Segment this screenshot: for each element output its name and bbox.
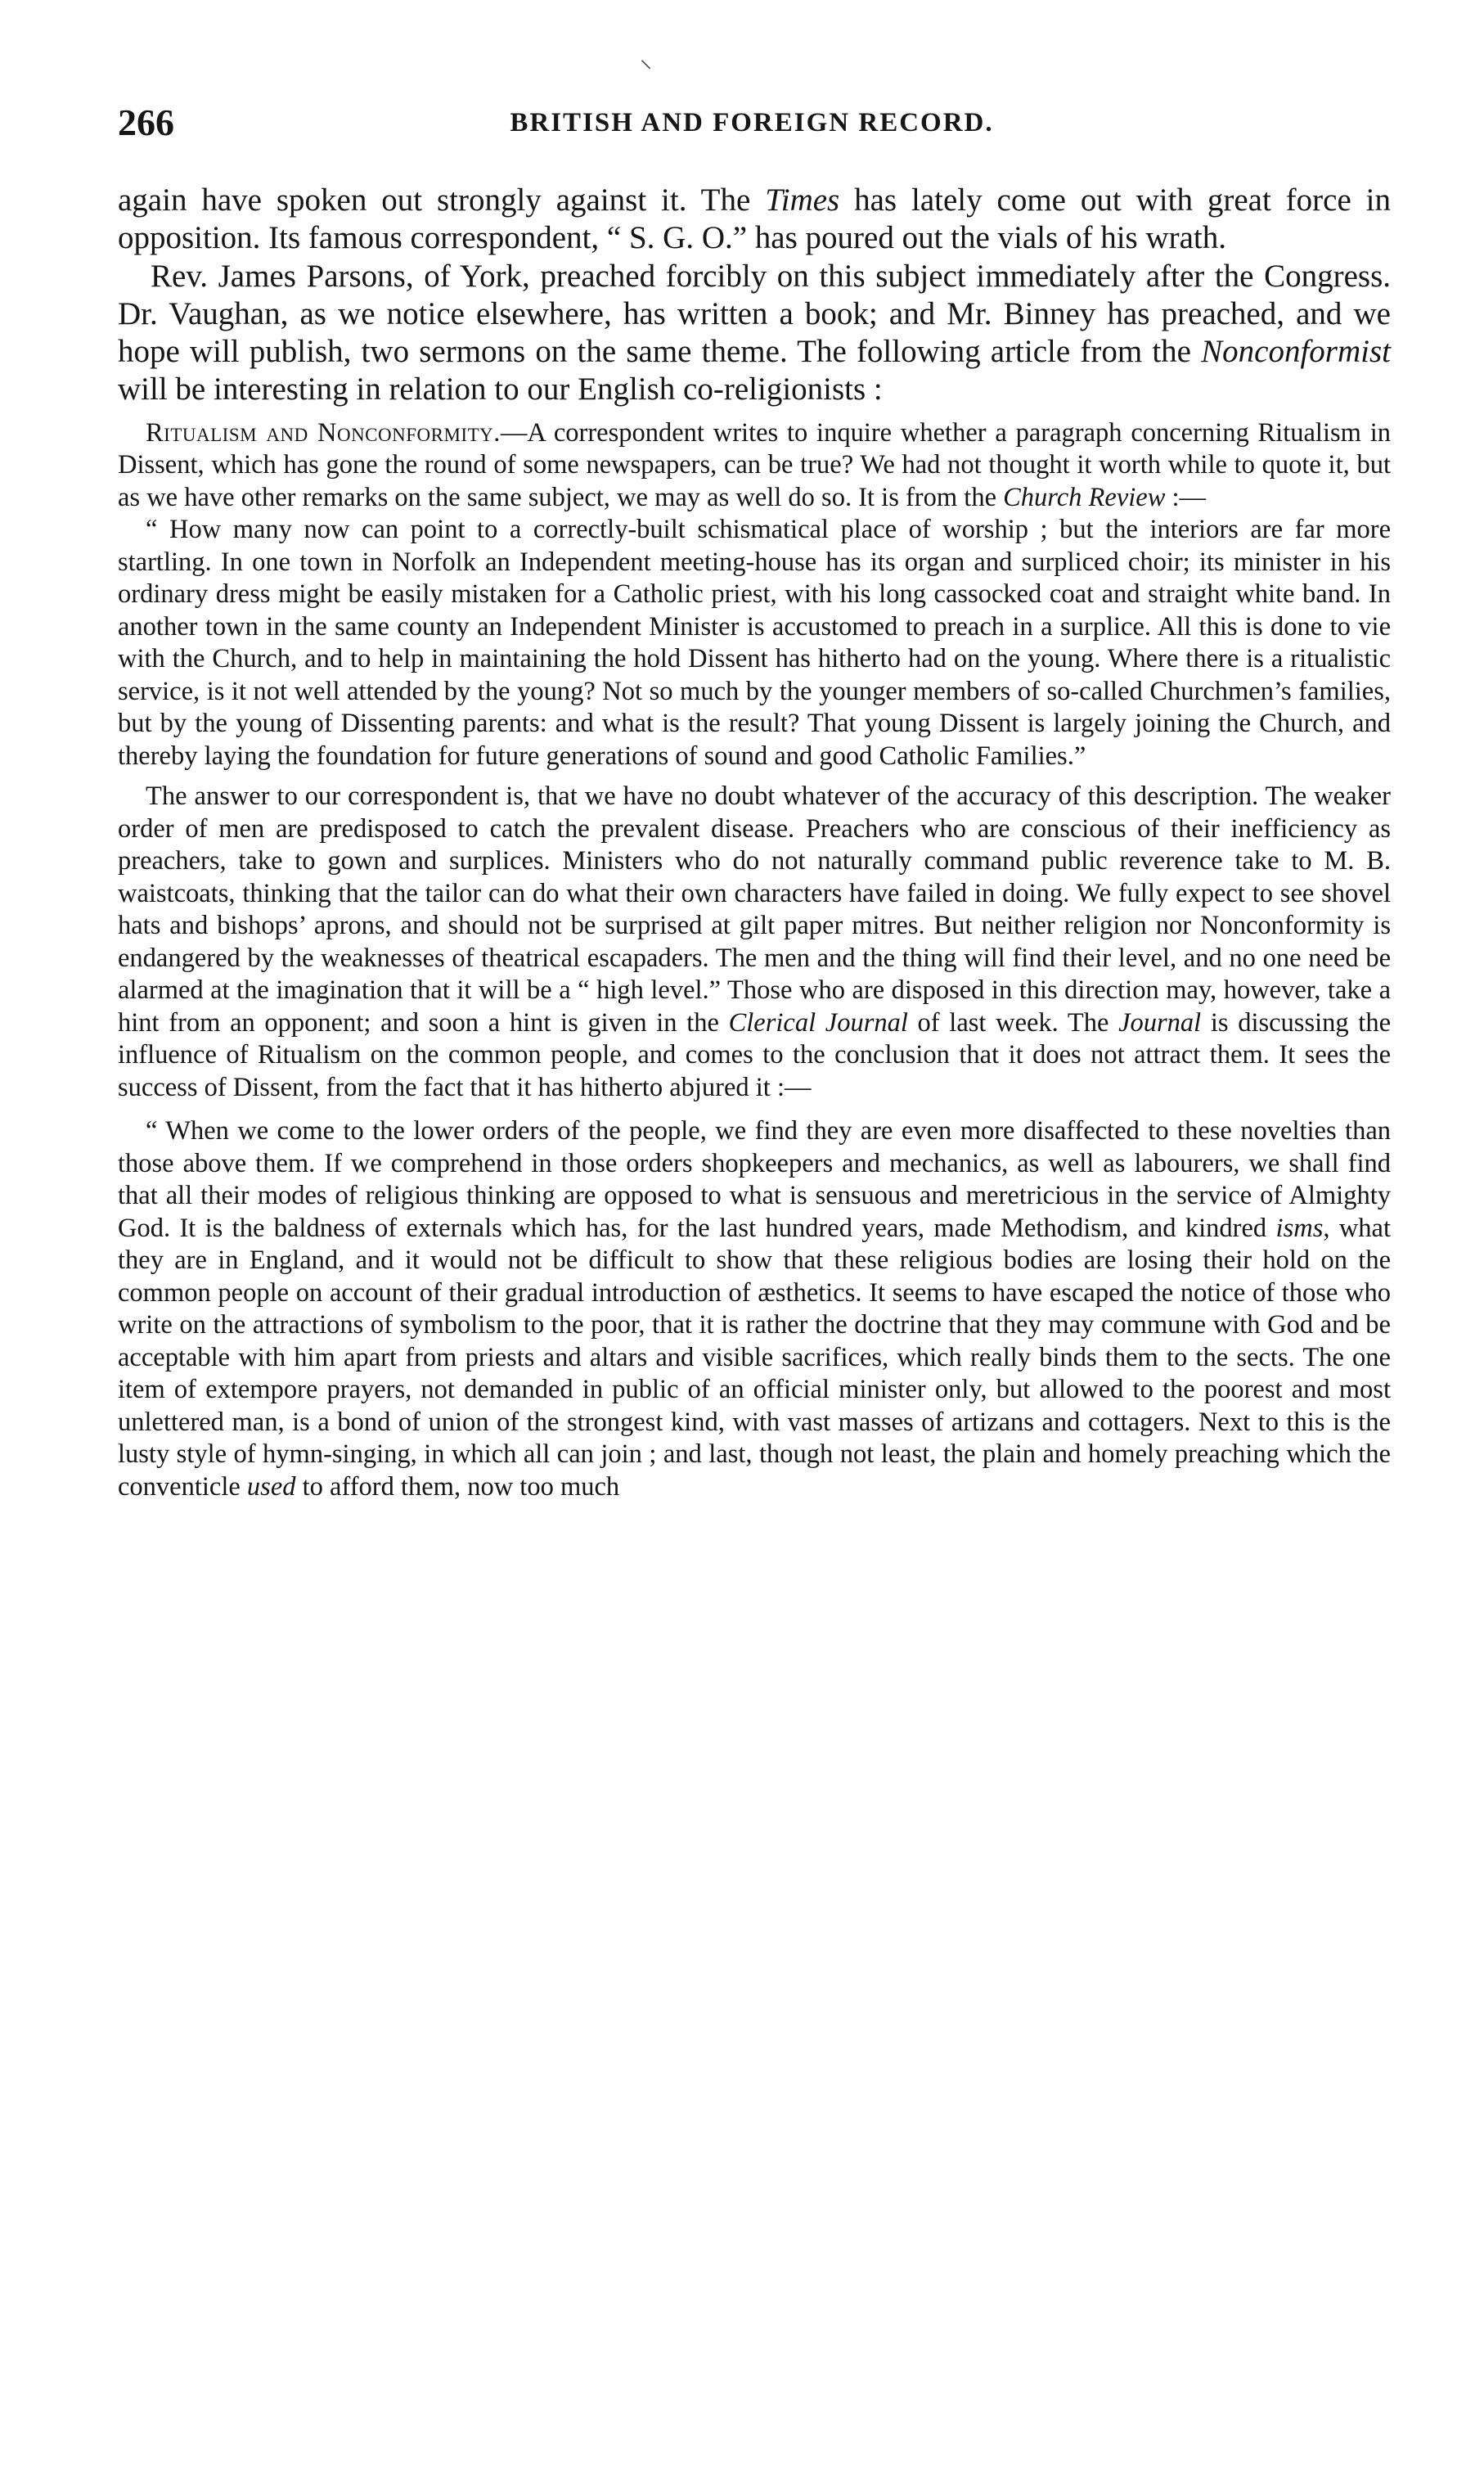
paragraph-6-text: “ When we come to the lower orders of the people, we find they are even more disaffected to these novelties than those above them. If we comprehend in those orders shopkeepers and mechanics, as well as labourers, we shall find that all their modes of religious thinking are opposed to what is sensuous and meretricious in the service of Almighty God. It is the baldness of externals which has, for the last hundred years, made Methodism, and kindred xyxy=(118,1116,1391,1243)
spacer xyxy=(118,409,1391,417)
paragraph-2-end: will be interesting in relation to our English co-religionists : xyxy=(118,372,883,408)
paragraph-3 xyxy=(118,417,1391,515)
paragraph-5-end: is discussing the influence of Ritualism on the common people, and comes to the conclusion that it does not attract them. It sees the success of Dissent, from the fact that it has hitherto abjured it :— xyxy=(118,1007,1392,1102)
paragraph-5-mid: of last week. The xyxy=(907,1007,1119,1038)
paragraph-2-text: Rev. James Parsons, of York, preached forcibly on this subject immediately after the Congress. Dr. Vaughan, as we notice elsewhere, has written a book; and Mr. Binney has preached, and we hope will publish, two sermons on the same theme. The following article from the xyxy=(118,258,1391,370)
church-review-title: Church Review xyxy=(1003,482,1166,512)
paragraph-1 xyxy=(118,182,1391,258)
paragraph-5 xyxy=(118,781,1391,1104)
section-heading: Ritualism and Nonconformity. xyxy=(146,417,501,448)
paragraph-5-text: The answer to our correspondent is, that we have no doubt whatever of the accuracy of this description. The weaker order of men are predisposed to catch the prevalent disease. Preachers who are conscious of their inefficiency as preachers, take to gown and surplices. Ministers who do not naturally command public reverence take to M. B. waistcoats, thinking that the tailor can do what their own characters have failed in doing. We fully expect to see shovel hats and bishops’ aprons, and should not be surprised at gilt paper mitres. But neither religion nor Nonconformity is endangered by the weaknesses of theatrical escapaders. The men and the thing will find their level, and no one need be alarmed at the imagination that it will be a “ high level.” Those who are disposed in this direction may, however, take a hint from an opponent; and soon a hint is given in the xyxy=(118,781,1391,1038)
spacer xyxy=(118,1104,1391,1115)
paragraph-3-text: —A correspondent writes to inquire whether a paragraph concerning Ritualism in Dissent, which has gone the round of some newspapers, can be true? We had not thought it worth while to quote it, but as we have other remarks on the same subject, we may as well do so. It is from the xyxy=(118,417,1391,512)
clerical-journal-title: Clerical Journal xyxy=(728,1007,908,1038)
times-title: Times xyxy=(765,182,840,218)
stray-ink-mark: ⸜ xyxy=(640,46,652,73)
nonconformist-title: Nonconformist xyxy=(1201,334,1391,370)
isms-word: isms xyxy=(1275,1213,1324,1243)
paragraph-6-end: to afford them, now too much xyxy=(295,1471,620,1502)
spacer xyxy=(118,772,1391,781)
page-number: 266 xyxy=(118,101,174,143)
paragraph-6-mid: , what they are in England, and it would not be difficult to show that these religious bodies are losing their hold on the common people on account of their gradual introduction of æsthetics. It seems to have escaped the notice of those who write on the attractions of symbolism to the poor, that it is rather the doctrine that they may commune with God and be acceptable with him apart from priests and altars and visible sacrifices, which really binds them to the sects. The one item of extempore prayers, not demanded in public of an official minister only, but allowed to the poorest and most unlettered man, is a bond of union of the strongest kind, with vast masses of artizans and cottagers. Next to this is the lusty style of hymn-singing, in which all can join ; and last, though not least, the plain and homely preaching which the conventicle xyxy=(118,1213,1391,1502)
journal-title: Journal xyxy=(1118,1007,1202,1038)
paragraph-6-quote xyxy=(118,1115,1391,1503)
paragraph-2 xyxy=(118,258,1391,409)
running-title: BRITISH AND FOREIGN RECORD. xyxy=(510,108,994,137)
paragraph-1-end: has lately come out with great force in opposition. Its famous correspondent, “ S. G. O.” has poured out the vials of his wrath. xyxy=(118,182,1391,256)
paragraph-1-text: again have spoken out strongly against it. The xyxy=(118,182,766,218)
page-body xyxy=(118,182,1391,1503)
page-header xyxy=(118,98,1386,147)
paragraph-4-quote: “ How many now can point to a correctly-built schismatical place of worship ; but the interiors are far more startling. In one town in Norfolk an Independent meeting-house has its organ and surpliced choir; its minister in his ordinary dress might be easily mistaken for a Catholic priest, with his long cassocked coat and straight white band. In another town in the same county an Independent Minister is accustomed to preach in a surplice. All this is done to vie with the Church, and to help in maintaining the hold Dissent has hitherto had on the young. Where there is a ritualistic service, is it not well attended by the young? Not so much by the younger members of so-called Churchmen’s families, but by the young of Dissenting parents: and what is the result? That young Dissent is largely joining the Church, and thereby laying the foundation for future generations of sound and good Catholic Families.” xyxy=(118,515,1391,771)
used-word: used xyxy=(246,1471,296,1502)
paragraph-3-end: :— xyxy=(1165,482,1207,512)
